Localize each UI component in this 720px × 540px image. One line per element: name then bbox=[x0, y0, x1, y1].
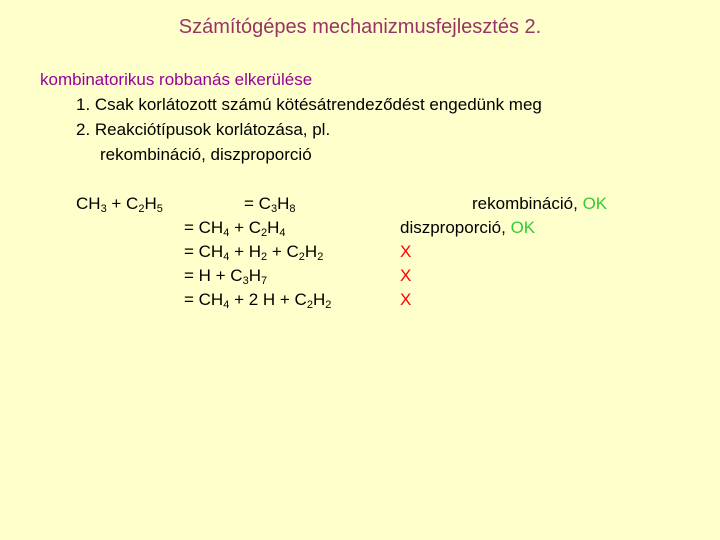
ok-mark: OK bbox=[510, 218, 536, 237]
reaction-label-1: rekombináció, OK bbox=[472, 194, 608, 213]
product-3: = $CH_4 + H_2 + C_2H_2$ bbox=[184, 242, 324, 263]
reaction-label-2: diszproporció, OK bbox=[400, 218, 536, 237]
reactant-formula: $CH_3 + C_2H_5$ bbox=[76, 194, 163, 215]
reaction-label-5 bbox=[400, 290, 411, 310]
product-4: = $H + C_3H_7$ bbox=[184, 266, 268, 287]
product-1: = $C_3H_8$ bbox=[244, 194, 296, 215]
section-heading: kombinatorikus robbanás elkerülése bbox=[40, 70, 313, 89]
list-item-1: 1. Csak korlátozott számú kötésátrendeződést engedünk meg bbox=[76, 95, 542, 114]
x-mark: X bbox=[400, 242, 412, 261]
reaction-label-3 bbox=[400, 242, 411, 262]
product-5: = $CH_4 + 2$ $H + C_2H_2$ bbox=[184, 290, 332, 311]
x-mark: X bbox=[400, 290, 412, 309]
reaction-label-4 bbox=[400, 266, 411, 286]
page-title: Számítógépes mechanizmusfejlesztés 2. bbox=[178, 16, 542, 38]
product-2: = $CH_4 + C_2H_4$ bbox=[184, 218, 286, 239]
ok-mark: OK bbox=[582, 194, 608, 213]
x-mark: X bbox=[400, 266, 412, 285]
list-item-2-continuation: rekombináció, diszproporció bbox=[100, 145, 312, 164]
list-item-2: 2. Reakciótípusok korlátozása, pl. bbox=[76, 120, 331, 139]
